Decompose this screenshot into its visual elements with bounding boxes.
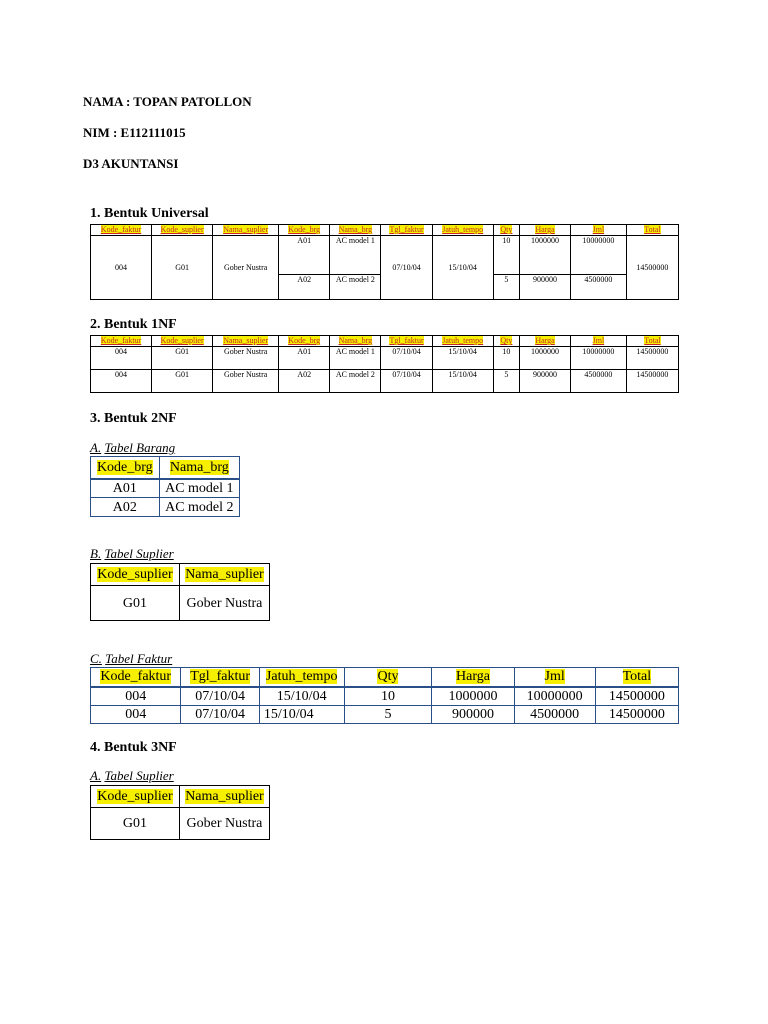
- cell: A02: [91, 498, 160, 517]
- cell: G01: [91, 586, 180, 621]
- student-name: NAMA : TOPAN PATOLLON: [83, 94, 252, 109]
- subtable-b-caption: [90, 546, 174, 562]
- col-header: Nama_brg: [330, 336, 381, 347]
- col-header: Kode_faktur: [91, 336, 152, 347]
- cell: 10000000: [570, 236, 626, 275]
- tabel-suplier: [90, 563, 270, 621]
- col-header: Kode_brg: [279, 336, 330, 347]
- col-header: Kode_brg: [279, 225, 330, 236]
- subtable-3nf-a-caption: [90, 768, 174, 784]
- cell: G01: [152, 347, 213, 369]
- cell: 1000000: [520, 236, 571, 275]
- cell: G01: [91, 808, 180, 840]
- cell: 900000: [520, 369, 571, 392]
- col-header: Kode_faktur: [91, 225, 152, 236]
- table-header-row: [91, 564, 270, 586]
- table-row: [91, 498, 240, 517]
- cell: 5: [493, 369, 519, 392]
- col-header: Kode_faktur: [91, 668, 181, 687]
- cell: A01: [91, 479, 160, 498]
- cell: 15/10/04: [259, 687, 344, 706]
- col-header: Jml: [514, 668, 595, 687]
- cell: G01: [152, 236, 213, 300]
- col-header: Kode_suplier: [91, 786, 180, 808]
- col-header: Jatuh_tempo: [432, 225, 493, 236]
- student-nim: NIM : E112111015: [83, 125, 186, 140]
- col-header: Jml: [570, 336, 626, 347]
- cell: A02: [279, 274, 330, 299]
- subtable-name: Tabel Suplier: [104, 768, 174, 783]
- col-header: Nama_brg: [330, 225, 381, 236]
- cell: 14500000: [595, 705, 678, 723]
- col-header: Total: [595, 668, 678, 687]
- cell: 14500000: [626, 369, 678, 392]
- col-header: Qty: [344, 668, 432, 687]
- table-row: [91, 479, 240, 498]
- cell: Gober Nustra: [179, 586, 269, 621]
- cell: 07/10/04: [381, 236, 432, 300]
- table-header-row: [91, 225, 679, 236]
- table-row: [91, 687, 679, 706]
- col-header: Total: [626, 336, 678, 347]
- cell: 10000000: [514, 687, 595, 706]
- col-header: Nama_suplier: [179, 786, 269, 808]
- table-row: [91, 347, 679, 369]
- col-header: Kode_suplier: [91, 564, 180, 586]
- cell: A01: [279, 347, 330, 369]
- cell: 14500000: [626, 347, 678, 369]
- section-1-title: 1. Bentuk Universal: [90, 206, 209, 221]
- col-header: Tgl_faktur: [381, 336, 432, 347]
- subtable-letter: A.: [90, 768, 102, 783]
- tabel-suplier-3nf: [90, 785, 270, 840]
- cell: 15/10/04: [432, 369, 493, 392]
- col-header: Jatuh_tempo: [259, 668, 344, 687]
- cell: 004: [91, 705, 181, 723]
- section-3-title: 3. Bentuk 2NF: [90, 411, 177, 426]
- cell: 004: [91, 236, 152, 300]
- col-header: Harga: [520, 225, 571, 236]
- cell: 004: [91, 347, 152, 369]
- cell: 10: [493, 347, 519, 369]
- cell: 4500000: [570, 369, 626, 392]
- cell: 10: [493, 236, 519, 275]
- table-row: [91, 705, 679, 723]
- col-header: Nama_suplier: [213, 336, 279, 347]
- cell: A01: [279, 236, 330, 275]
- cell: AC model 1: [330, 236, 381, 275]
- cell: Gober Nustra: [213, 369, 279, 392]
- section-2-title: 2. Bentuk 1NF: [90, 317, 177, 332]
- table-row: [91, 808, 270, 840]
- cell: Gober Nustra: [213, 236, 279, 300]
- col-header: Kode_suplier: [152, 225, 213, 236]
- cell: 4500000: [570, 274, 626, 299]
- subtable-letter: C.: [90, 651, 102, 666]
- cell: 07/10/04: [181, 705, 259, 723]
- cell: 1000000: [520, 347, 571, 369]
- cell: 14500000: [595, 687, 678, 706]
- tabel-barang: [90, 456, 240, 517]
- col-header: Nama_suplier: [179, 564, 269, 586]
- subtable-c-caption: [90, 651, 172, 667]
- col-header: Harga: [432, 668, 514, 687]
- cell: AC model 1: [159, 479, 239, 498]
- cell: 900000: [520, 274, 571, 299]
- cell: 5: [493, 274, 519, 299]
- table-header-row: [91, 457, 240, 479]
- cell: 14500000: [626, 236, 678, 300]
- cell: 10000000: [570, 347, 626, 369]
- cell: AC model 2: [330, 369, 381, 392]
- col-header: Qty: [493, 336, 519, 347]
- study-program: D3 AKUNTANSI: [83, 156, 179, 171]
- cell: 15/10/04: [259, 705, 344, 723]
- cell: 004: [91, 369, 152, 392]
- col-header: Jatuh_tempo: [432, 336, 493, 347]
- table-row: [91, 236, 679, 275]
- cell: 07/10/04: [381, 369, 432, 392]
- col-header: Harga: [520, 336, 571, 347]
- cell: 004: [91, 687, 181, 706]
- cell: 900000: [432, 705, 514, 723]
- section-4-title: 4. Bentuk 3NF: [90, 740, 177, 755]
- col-header: Tgl_faktur: [381, 225, 432, 236]
- cell: Gober Nustra: [179, 808, 269, 840]
- cell: AC model 2: [159, 498, 239, 517]
- cell: 5: [344, 705, 432, 723]
- col-header: Total: [626, 225, 678, 236]
- cell: 07/10/04: [181, 687, 259, 706]
- cell: 15/10/04: [432, 347, 493, 369]
- cell: 07/10/04: [381, 347, 432, 369]
- table-header-row: [91, 786, 270, 808]
- table-row: [91, 586, 270, 621]
- col-header: Jml: [570, 225, 626, 236]
- subtable-name: Tabel Faktur: [105, 651, 173, 666]
- cell: AC model 1: [330, 347, 381, 369]
- cell: 4500000: [514, 705, 595, 723]
- universal-table: [90, 224, 679, 300]
- subtable-name: Tabel Barang: [104, 440, 176, 455]
- col-header: Qty: [493, 225, 519, 236]
- subtable-letter: A.: [90, 440, 102, 455]
- col-header: Tgl_faktur: [181, 668, 259, 687]
- cell: 10: [344, 687, 432, 706]
- col-header: Nama_brg: [159, 457, 239, 479]
- col-header: Kode_brg: [91, 457, 160, 479]
- cell: AC model 2: [330, 274, 381, 299]
- subtable-letter: B.: [90, 546, 102, 561]
- tabel-faktur: [90, 667, 679, 724]
- table-header-row: [91, 336, 679, 347]
- col-header: Nama_suplier: [213, 225, 279, 236]
- cell: 1000000: [432, 687, 514, 706]
- cell: 15/10/04: [432, 236, 493, 300]
- cell: A02: [279, 369, 330, 392]
- table-header-row: [91, 668, 679, 687]
- cell: Gober Nustra: [213, 347, 279, 369]
- table-row: [91, 369, 679, 392]
- subtable-a-caption: [90, 440, 175, 456]
- col-header: Kode_suplier: [152, 336, 213, 347]
- cell: G01: [152, 369, 213, 392]
- 1nf-table: [90, 335, 679, 393]
- subtable-name: Tabel Suplier: [104, 546, 174, 561]
